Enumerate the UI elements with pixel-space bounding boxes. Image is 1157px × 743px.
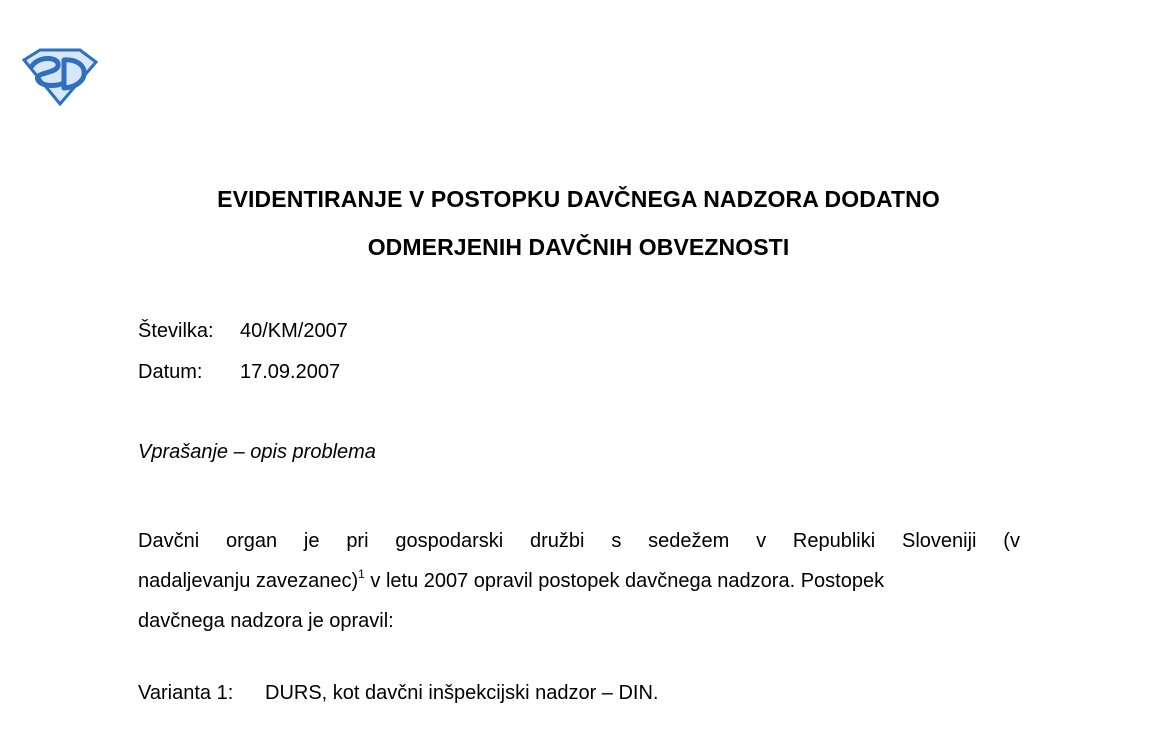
logo-emblem [20,48,98,106]
paragraph-word: gospodarski [395,530,504,552]
paragraph-word: organ [225,530,278,552]
paragraph-word: pri [346,530,369,552]
variant-text: DURS, kot davčni inšpekcijski nadzor – DIN. [265,682,659,704]
section-heading: Vprašanje – opis problema [138,441,376,463]
paragraph-line-2 [138,561,1020,601]
paragraph-word: (v [1003,530,1020,552]
paragraph-word: je [303,530,320,552]
document-date-value: 17.09.2007 [240,361,341,383]
company-logo [20,48,98,106]
document-date-row [138,361,340,384]
document-title-line-1: EVIDENTIRANJE V POSTOPKU DAVČNEGA NADZORA DODATNO [217,186,940,212]
paragraph-line-2-end: v letu 2007 opravil postopek davčnega nadzora. Postopek [364,570,885,592]
body-paragraph [138,521,1020,641]
paragraph-line-1 [138,521,1020,561]
paragraph-word: v [756,530,767,552]
paragraph-line-2-start: nadaljevanju zavezanec) [138,570,359,592]
paragraph-word: s [611,530,622,552]
paragraph-word: sedežem [648,530,730,552]
document-number-row [138,320,348,343]
variant-label: Varianta 1: [138,682,234,704]
document-date-label: Datum: [138,361,203,383]
document-number-label: Številka: [138,320,214,342]
document-number-value: 40/KM/2007 [240,320,348,342]
document-title-line-2: ODMERJENIH DAVČNIH OBVEZNOSTI [367,234,790,260]
paragraph-word: Republiki [792,530,876,552]
paragraph-word: družbi [530,530,585,552]
paragraph-word: Davčni [138,530,200,552]
paragraph-line-3: davčnega nadzora je opravil: [138,610,394,632]
footnote-reference[interactable]: 1 [358,567,365,581]
variant-line [138,682,658,705]
paragraph-word: Sloveniji [901,530,977,552]
